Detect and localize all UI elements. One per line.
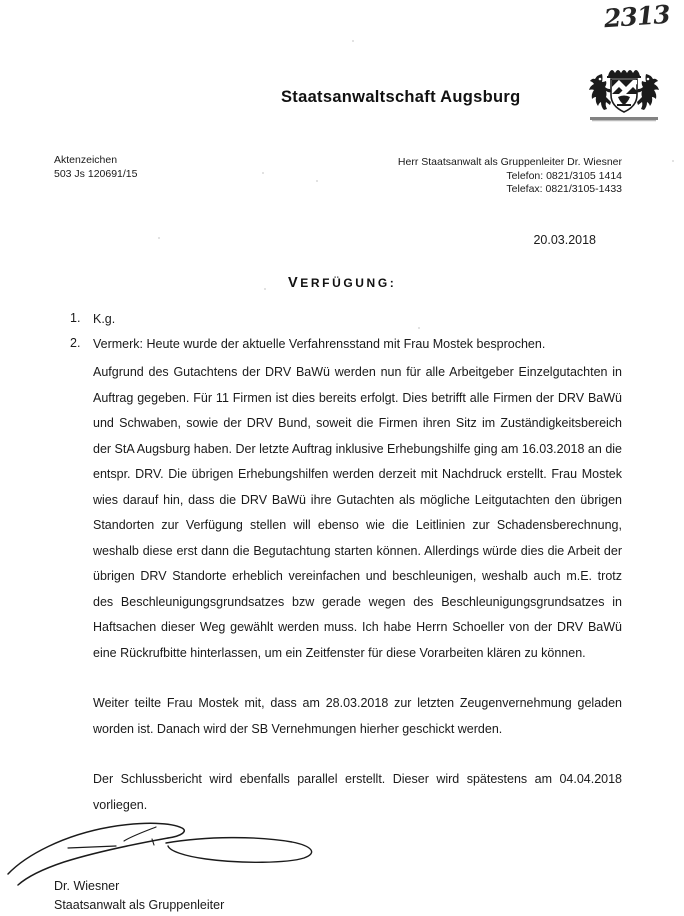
list-item [0,335,684,354]
contact-fax: Telefax: 0821/3105-1433 [506,183,622,195]
signer-role: Staatsanwalt als Gruppenleiter [54,898,225,912]
scan-speckle [352,40,354,42]
scan-speckle [158,237,160,239]
page-title: Staatsanwaltschaft Augsburg [281,88,521,106]
list-item [0,310,684,329]
list-item-number: 2. [70,336,81,350]
section-heading-initial: V [288,275,301,291]
body-paragraph: Aufgrund des Gutachtens der DRV BaWü werden nun für alle Arbeitgeber Einzelgutachten in Auftrag gegeben. Für 11 Firmen ist dies bereits erfolgt. Dies betrifft alle Firmen der DRV BaWü und Schwaben, sowie der DRV Bund, soweit die Firmen ihren Sitz im Zuständigkeitsbereich der StA Augsburg haben. Der letzte Auftrag inklusive Erhebungshilfe ging am 16.03.2018 an die entspr. DRV. Die übrigen Erhebungshilfen werden derzeit mit Nachdruck erstellt. Frau Mostek wies darauf hin, dass die DRV BaWü ihre Gutachten als mögliche Leitgutachten den übrigen Standorten zur Verfügung stellen will ebenso wie die Leitlinien zur Schadensberechnung, weshalb diese erst dann die Begutachtung starten können. Allerdings würde dies die Arbeit der übrigen DRV Standorte erheblich vereinfachen und beschleunigen, weshalb auch m.E. trotz des Beschleunigungsgrundsatzes bzw gerade wegen des Beschleunigungsgrundsatzes in Haftsachen dieser Weg gewählt werden muss. Ich habe Herrn Schoeller von der DRV BaWü eine Rückrufbitte hinterlassen, um ein Zeitfenster für diese Vorarbeiten klären zu können. [93,365,622,660]
signature-name-block [54,877,224,915]
bavarian-coat-of-arms-icon [578,60,670,126]
document-body [0,310,684,818]
file-reference-value: 503 Js 120691/15 [54,168,138,180]
body-paragraph: Der Schlussbericht wird ebenfalls parallel erstellt. Dieser wird spätestens am 04.04.2018 vorliegen. [93,772,622,812]
numbered-list [0,310,684,354]
signer-name: Dr. Wiesner [54,879,120,893]
document-date: 20.03.2018 [533,233,596,247]
section-heading-verfuegung [288,275,396,291]
scan-speckle [316,180,318,182]
list-item-text: K.g. [93,312,116,326]
contact-phone: Telefon: 0821/3105 1414 [506,169,622,182]
file-reference-label: Aktenzeichen [54,154,118,166]
contact-block [398,156,622,197]
section-heading-rest: ERFÜGUNG: [300,276,397,290]
list-item-text: Vermerk: Heute wurde der aktuelle Verfahrensstand mit Frau Mostek besprochen. [93,337,546,351]
list-item-number: 1. [70,311,81,325]
scan-speckle [672,160,674,162]
file-reference-block [54,153,138,181]
body-paragraph: Weiter teilte Frau Mostek mit, dass am 28.03.2018 zur letzten Zeugenvernehmung geladen worden ist. Danach wird der SB Vernehmungen hierher geschickt werden. [93,696,622,736]
scan-speckle [264,288,266,290]
contact-recipient: Herr Staatsanwalt als Gruppenleiter Dr. Wiesner [397,156,622,168]
document-header [0,82,684,142]
signature-block [0,833,684,916]
handwritten-page-number: 2313 [603,0,671,34]
scan-speckle [262,172,264,174]
